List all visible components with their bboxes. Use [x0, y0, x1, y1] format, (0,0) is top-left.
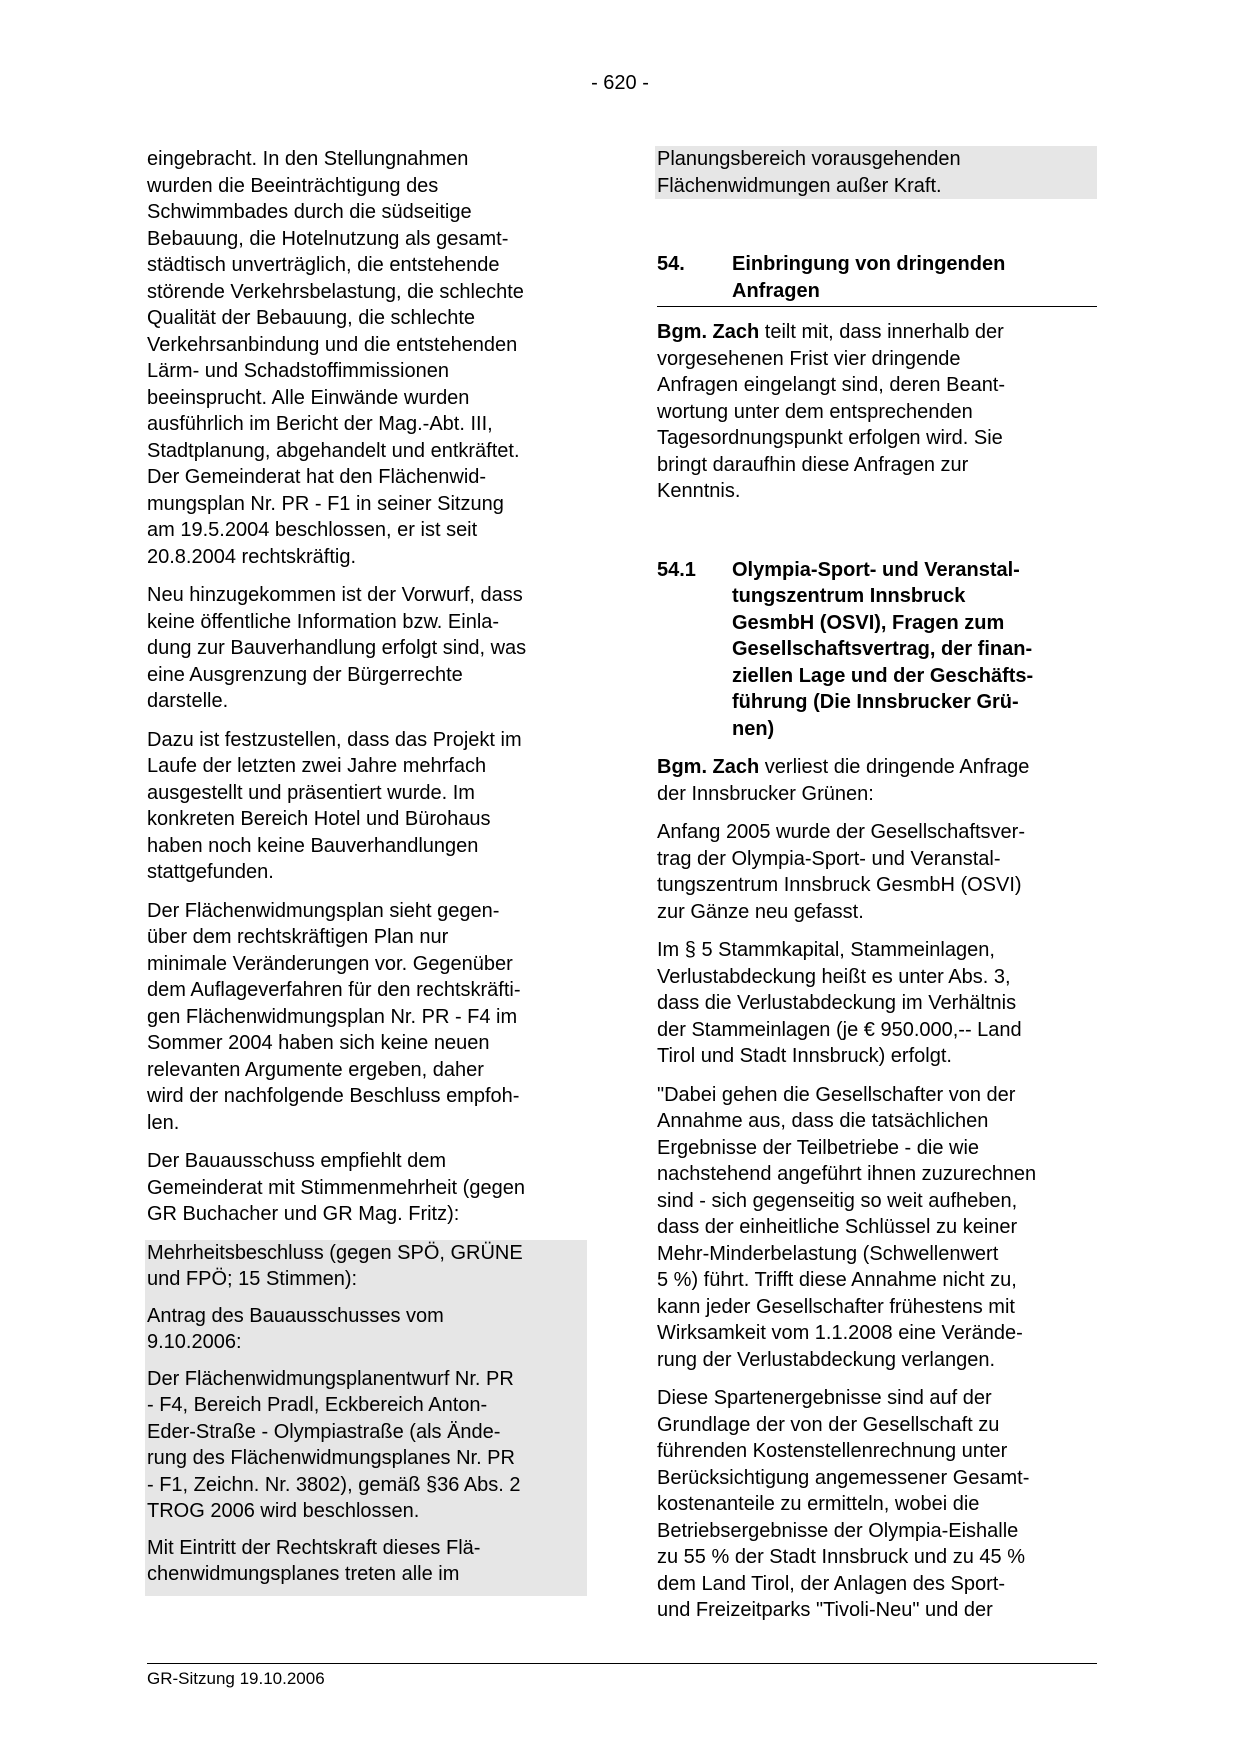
text-line: chenwidmungsplanes treten alle im — [147, 1563, 460, 1585]
paragraph — [147, 727, 587, 886]
text-line: TROG 2006 wird beschlossen. — [147, 1500, 420, 1522]
text-line: Anfang 2005 wurde der Gesellschaftsver- — [657, 821, 1025, 843]
text-line: sind - sich gegenseitig so weit aufheben, — [657, 1189, 1018, 1212]
text-line: Gemeinderat mit Stimmenmehrheit (gegen — [147, 1176, 525, 1199]
text-line: GR Buchacher und GR Mag. Fritz): — [147, 1203, 460, 1225]
text-line: Tirol und Stadt Innsbruck) erfolgt. — [657, 1045, 952, 1067]
text-line: dass die Verlustabdeckung im Verhältnis — [657, 992, 1017, 1014]
text-line: keine öffentliche Information bzw. Einla- — [147, 610, 500, 633]
resolution-paragraph — [147, 1366, 587, 1525]
text-line: und Freizeitparks "Tivoli-Neu" und der — [657, 1599, 993, 1621]
text-line: wurden die Beeinträchtigung des — [147, 174, 439, 197]
text-line: eine Ausgrenzung der Bürgerrechte — [147, 663, 463, 686]
text-line: dem Auflageverfahren für den rechtskräfti- — [147, 979, 521, 1001]
text-line: mungsplan Nr. PR - F1 in seiner Sitzung — [147, 492, 504, 515]
text-line: Planungsbereich vorausgehenden — [657, 148, 961, 170]
text-line: Sommer 2004 haben sich keine neuen — [147, 1032, 490, 1054]
text-line: 9.10.2006: — [147, 1331, 242, 1353]
text-line: Mit Eintritt der Rechtskraft dieses Flä- — [147, 1536, 481, 1559]
resolution-continued — [655, 146, 1097, 199]
text-line: bringt daraufhin diese Anfragen zur — [657, 453, 969, 476]
text-line: wird der nachfolgende Beschluss empfoh- — [147, 1085, 520, 1107]
text-line: Der Bauausschuss empfiehlt dem — [147, 1150, 447, 1172]
text-line: Mehr-Minderbelastung (Schwellenwert — [657, 1242, 999, 1265]
paragraph: Bgm. Zach verliest die dringende Anfrage der Innsbrucker Grünen: — [657, 754, 1097, 807]
text-line: Verlustabdeckung heißt es unter Abs. 3, — [657, 965, 1011, 988]
text-line: Annahme aus, dass die tatsächlichen — [657, 1110, 989, 1132]
paragraph — [147, 146, 587, 570]
text-line: Der Gemeinderat hat den Flächenwid- — [147, 466, 487, 488]
page-number: - 620 - — [591, 72, 649, 94]
text-line: beeinsprucht. Alle Einwände wurden — [147, 386, 470, 409]
text-line: "Dabei gehen die Gesellschafter von der — [657, 1083, 1016, 1106]
text-line: - F4, Bereich Pradl, Eckbereich Anton- — [147, 1394, 488, 1416]
text-line: Schwimmbades durch die südseitige — [147, 201, 472, 223]
paragraph-rest — [657, 346, 1097, 505]
text-line: kostenanteile zu ermitteln, wobei die — [657, 1493, 980, 1515]
text-line: dung zur Bauverhandlung erfolgt sind, was — [147, 637, 527, 659]
text-line: Qualität der Bebauung, die schlechte — [147, 307, 475, 329]
text-line: führung (Die Innsbrucker Grü- — [732, 691, 1019, 713]
paragraph — [147, 898, 587, 1137]
text-line: GesmbH (OSVI), Fragen zum — [732, 611, 1005, 634]
text-line: gen Flächenwidmungsplan Nr. PR - F4 im — [147, 1005, 518, 1028]
text-line: Bebauung, die Hotelnutzung als gesamt- — [147, 227, 509, 250]
text-line: haben noch keine Bauverhandlungen — [147, 834, 479, 857]
paragraph — [657, 937, 1097, 1070]
text-line: Stadtplanung, abgehandelt und entkräftet. — [147, 439, 520, 462]
text-line: ausführlich im Bericht der Mag.-Abt. III, — [147, 413, 493, 435]
text-line: darstelle. — [147, 690, 229, 712]
text-line: über dem rechtskräftigen Plan nur — [147, 926, 449, 948]
text-line: städtisch unverträglich, die entstehende — [147, 254, 500, 276]
footer-divider — [147, 1663, 1097, 1664]
text-line: Tagesordnungspunkt erfolgen wird. Sie — [657, 427, 1003, 449]
speaker-name: Bgm. Zach — [657, 321, 760, 343]
section-number: 54. — [657, 253, 685, 275]
text-line: Diese Spartenergebnisse sind auf der — [657, 1387, 992, 1409]
text-line: Olympia-Sport- und Veranstal- — [732, 558, 1020, 581]
text-line: Betriebsergebnisse der Olympia-Eishalle — [657, 1519, 1019, 1542]
text-line: Laufe der letzten zwei Jahre mehrfach — [147, 755, 487, 777]
text-line: Neu hinzugekommen ist der Vorwurf, dass — [147, 584, 523, 606]
text-line: wortung unter dem entsprechenden — [657, 400, 973, 423]
text-line: vorgesehenen Frist vier dringende — [657, 347, 961, 370]
section-number: 54.1 — [657, 558, 696, 581]
footer-text: GR-Sitzung 19.10.2006 — [147, 1669, 325, 1688]
text-line: rung des Flächenwidmungsplanes Nr. PR — [147, 1447, 515, 1469]
text-line: Grundlage der von der Gesellschaft zu — [657, 1413, 1000, 1436]
text-line: eingebracht. In den Stellungnahmen — [147, 148, 469, 170]
paragraph: Bgm. Zach teilt mit, dass innerhalb der vorgesehenen Frist vier dringende Anfragen eingelangt sind, deren Beant- wortung unter dem entsprechenden Tagesordnungspunkt erfolgen wird. Sie bringt daraufhin diese Anfragen zur Kenntnis. — [657, 319, 1097, 505]
left-column — [147, 146, 587, 1596]
text-line: Mehrheitsbeschluss (gegen SPÖ, GRÜNE — [147, 1241, 523, 1264]
text-line: Antrag des Bauausschusses vom — [147, 1304, 444, 1327]
text-line: Der Flächenwidmungsplan sieht gegen- — [147, 899, 500, 922]
text-line: rung der Verlustabdeckung verlangen. — [657, 1348, 996, 1371]
text-line: - F1, Zeichn. Nr. 3802), gemäß §36 Abs. 2 — [147, 1473, 521, 1496]
text-line: ausgestellt und präsentiert wurde. Im — [147, 781, 475, 804]
paragraph — [147, 582, 587, 715]
paragraph — [657, 1082, 1097, 1374]
text-line: dass der einheitliche Schlüssel zu keiner — [657, 1216, 1018, 1238]
text-line: kann jeder Gesellschafter frühestens mit — [657, 1295, 1015, 1318]
right-column — [657, 146, 1097, 1636]
resolution-paragraph — [147, 1240, 587, 1293]
text-line: tungszentrum Innsbruck GesmbH (OSVI) — [657, 874, 1022, 896]
resolution-paragraph — [147, 1535, 587, 1588]
text-line: dem Land Tirol, der Anlagen des Sport- — [657, 1572, 1005, 1595]
text-line: zur Gänze neu gefasst. — [657, 900, 864, 923]
text-line: führenden Kostenstellenrechnung unter — [657, 1440, 1008, 1462]
text-line: konkreten Bereich Hotel und Bürohaus — [147, 808, 491, 830]
paragraph — [657, 819, 1097, 925]
speaker-name: Bgm. Zach — [657, 756, 760, 778]
text-line: Gesellschaftsvertrag, der finan- — [732, 638, 1033, 660]
text-line: Eder-Straße - Olympiastraße (als Ände- — [147, 1420, 501, 1443]
text-line: Im § 5 Stammkapital, Stammeinlagen, — [657, 939, 995, 961]
text-line: Wirksamkeit vom 1.1.2008 eine Verände- — [657, 1322, 1023, 1344]
text-line: Ergebnisse der Teilbetriebe - die wie — [657, 1136, 980, 1159]
paragraph-rest — [657, 781, 1097, 808]
section-title — [732, 557, 1097, 743]
text-line: 5 %) führt. Trifft diese Annahme nicht zu, — [657, 1269, 1017, 1291]
section-title — [732, 251, 1097, 304]
paragraph — [657, 1385, 1097, 1624]
resolution-block — [145, 1240, 587, 1596]
text-line: Anfragen eingelangt sind, deren Beant- — [657, 374, 1006, 396]
text-line: störende Verkehrsbelastung, die schlechte — [147, 280, 524, 303]
text-line: zu 55 % der Stadt Innsbruck und zu 45 % — [657, 1546, 1025, 1568]
text-line: am 19.5.2004 beschlossen, er ist seit — [147, 519, 478, 541]
text-line: nachstehend angeführt ihnen zuzurechnen — [657, 1163, 1037, 1185]
text-line: der Innsbrucker Grünen: — [657, 782, 874, 805]
text-line: 20.8.2004 rechtskräftig. — [147, 545, 357, 568]
text-line: tungszentrum Innsbruck — [732, 585, 966, 607]
resolution-paragraph — [147, 1303, 587, 1356]
text-line: relevanten Argumente ergeben, daher — [147, 1058, 484, 1081]
text-line: ziellen Lage und der Geschäfts- — [732, 664, 1034, 687]
text-line: Berücksichtigung angemessener Gesamt- — [657, 1466, 1030, 1489]
text-line: Verkehrsanbindung und die entstehenden — [147, 333, 518, 356]
text-line: len. — [147, 1111, 180, 1134]
text-line: Lärm- und Schadstoffimmissionen — [147, 360, 449, 382]
paragraph — [147, 1148, 587, 1228]
section-heading-54 — [657, 251, 1097, 307]
text-line: trag der Olympia-Sport- und Veranstal- — [657, 847, 1001, 870]
text-line: nen) — [732, 717, 775, 740]
text-line: minimale Veränderungen vor. Gegenüber — [147, 952, 513, 975]
section-heading-54-1 — [657, 557, 1097, 743]
text-line: Einbringung von dringenden — [732, 253, 1006, 275]
text-line: und FPÖ; 15 Stimmen): — [147, 1268, 358, 1290]
text-line: der Stammeinlagen (je € 950.000,-- Land — [657, 1018, 1022, 1041]
text-line: Anfragen — [732, 279, 820, 302]
text-line: Flächenwidmungen außer Kraft. — [657, 174, 942, 197]
text-line: Dazu ist festzustellen, dass das Projekt im — [147, 728, 522, 751]
text-line: stattgefunden. — [147, 861, 274, 883]
text-line: Der Flächenwidmungsplanentwurf Nr. PR — [147, 1367, 514, 1390]
paragraph — [657, 146, 1097, 199]
text-line: Kenntnis. — [657, 480, 741, 502]
